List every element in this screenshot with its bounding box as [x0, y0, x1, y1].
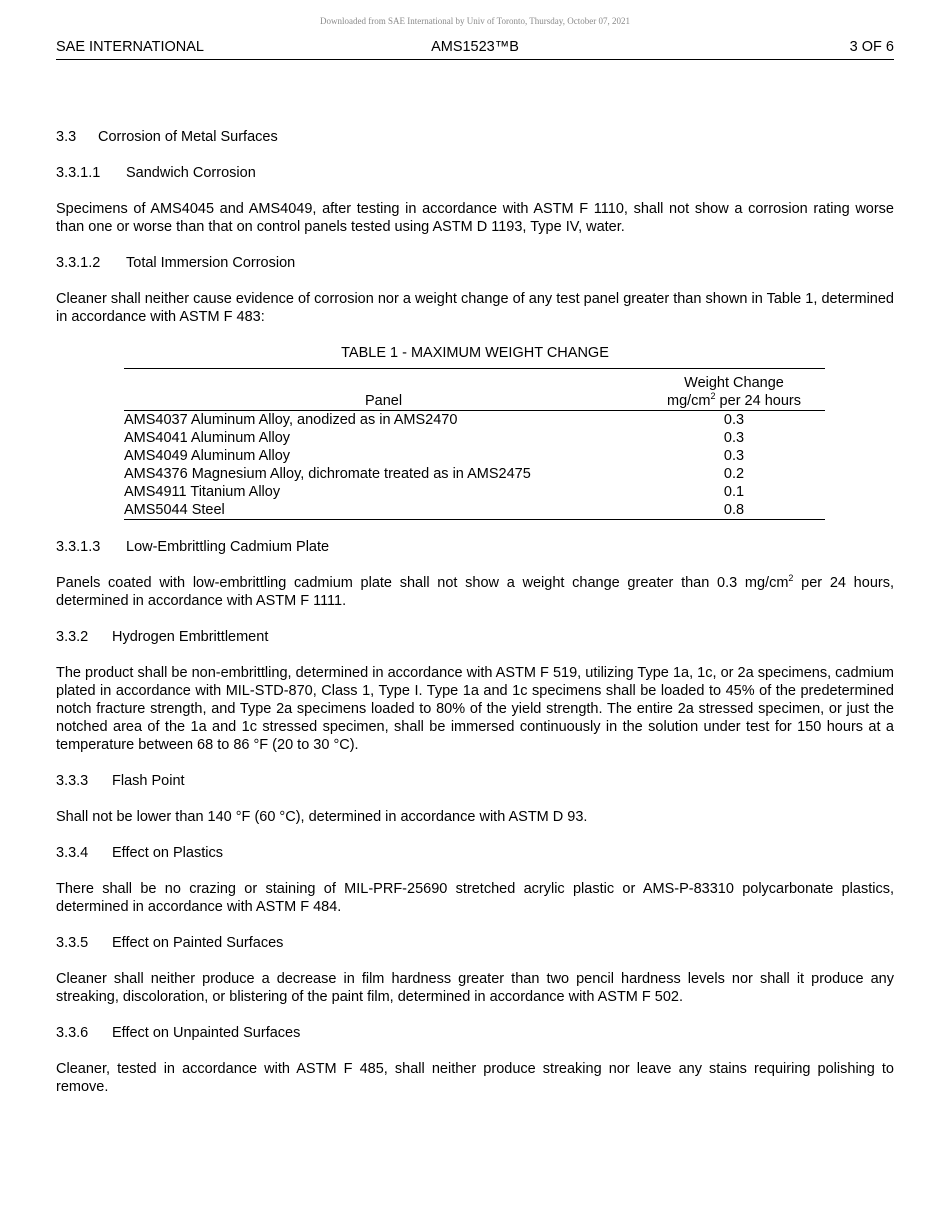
section-heading-3-3-4: 3.3.4 Effect on Plastics [56, 845, 223, 861]
download-watermark: Downloaded from SAE International by Univ of Toronto, Thursday, October 07, 2021 [320, 16, 630, 26]
paragraph-total-immersion: Cleaner shall neither cause evidence of corrosion nor a weight change of any test panel greater than shown in Table 1, determined in accordance with ASTM F 483: [56, 291, 894, 325]
paragraph-cadmium-plate: Panels coated with low-embrittling cadmium plate shall not show a weight change greater than 0.3 $mg/cm^2$ per 24 hours, determined in accordance with ASTM F 1111. [56, 573, 894, 609]
weight-cell: 0.2 [723, 466, 745, 482]
panel-cell: AMS4037 Aluminum Alloy, anodized as in AMS2470 [124, 412, 458, 428]
panel-cell: AMS4376 Magnesium Alloy, dichromate treated as in AMS2475 [124, 466, 531, 482]
column-header-weight: Weight Change $mg/cm^2$ per 24 hours [643, 369, 825, 411]
section-heading-3-3-5: 3.3.5 Effect on Painted Surfaces [56, 935, 284, 951]
section-heading-3-3-2: 3.3.2 Hydrogen Embrittlement [56, 629, 269, 645]
weight-cell: 0.3 [723, 448, 745, 464]
paragraph-effect-on-painted: Cleaner shall neither produce a decrease in film hardness greater than two pencil hardness levels nor shall it produce any streaking, discoloration, or blistering of the paint film, determined in accordance with ASTM F 502. [56, 971, 894, 1005]
page-number: 3 OF 6 [849, 39, 894, 55]
document-number: AMS1523™B [431, 39, 519, 55]
section-heading-3-3-1-2: 3.3.1.2 Total Immersion Corrosion [56, 255, 296, 271]
paragraph-sandwich-corrosion: Specimens of AMS4045 and AMS4049, after testing in accordance with ASTM F 1110, shall not show a corrosion rating worse than one or worse than that on control panels tested using ASTM D 1193, Type IV, water. [56, 201, 894, 235]
table-header-row [124, 369, 825, 411]
weight-cell: 0.1 [723, 484, 745, 500]
document-body [56, 128, 894, 1114]
paragraph-hydrogen-embrittlement: The product shall be non-embrittling, determined in accordance with ASTM F 519, utilizing Type 1a, 1c, or 2a specimens, cadmium plated in accordance with MIL-STD-870, Class 1, Type I. Type 1a and 1c specimens shall be loaded to 45% of the predetermined notch fracture strength, and Type 2a specimens loaded to 80% of the yield strength. The entire 2a stressed specimen, or just the notched area of the 1a and 1c stressed specimen, shall be immersed continuously in the solution under test for 150 hours at a temperature between 68 to 86 °F (20 to 30 °C). [56, 665, 894, 753]
table-row [124, 447, 825, 465]
section-heading-3-3-1-1: 3.3.1.1 Sandwich Corrosion [56, 165, 256, 181]
section-heading-3-3-1-3: 3.3.1.3 Low-Embrittling Cadmium Plate [56, 539, 330, 555]
table-row [124, 483, 825, 501]
page-header [56, 39, 894, 60]
table-row [124, 411, 825, 430]
table-row [124, 429, 825, 447]
panel-cell: AMS5044 Steel [124, 502, 225, 518]
organization-name: SAE INTERNATIONAL [56, 39, 204, 55]
paragraph-effect-on-unpainted: Cleaner, tested in accordance with ASTM F 485, shall neither produce streaking nor leave any stains requiring polishing to remove. [56, 1061, 894, 1095]
weight-cell: 0.3 [723, 412, 745, 428]
column-header-panel: Panel [124, 369, 643, 411]
table-row [124, 501, 825, 520]
paragraph-flash-point: Shall not be lower than 140 °F (60 °C), determined in accordance with ASTM D 93. [56, 809, 588, 825]
table-title: TABLE 1 - MAXIMUM WEIGHT CHANGE [341, 345, 609, 361]
weight-change-table [124, 368, 825, 520]
panel-cell: AMS4911 Titanium Alloy [124, 484, 281, 500]
panel-cell: AMS4041 Aluminum Alloy [124, 430, 291, 446]
section-heading-3-3: 3.3 Corrosion of Metal Surfaces [56, 129, 278, 145]
paragraph-effect-on-plastics: There shall be no crazing or staining of MIL-PRF-25690 stretched acrylic plastic or AMS-P-83310 polycarbonate plastics, determined in accordance with ASTM F 484. [56, 881, 894, 915]
panel-cell: AMS4049 Aluminum Alloy [124, 448, 291, 464]
section-heading-3-3-3: 3.3.3 Flash Point [56, 773, 185, 789]
weight-cell: 0.8 [723, 502, 745, 518]
weight-cell: 0.3 [723, 430, 745, 446]
table-row [124, 465, 825, 483]
section-heading-3-3-6: 3.3.6 Effect on Unpainted Surfaces [56, 1025, 301, 1041]
